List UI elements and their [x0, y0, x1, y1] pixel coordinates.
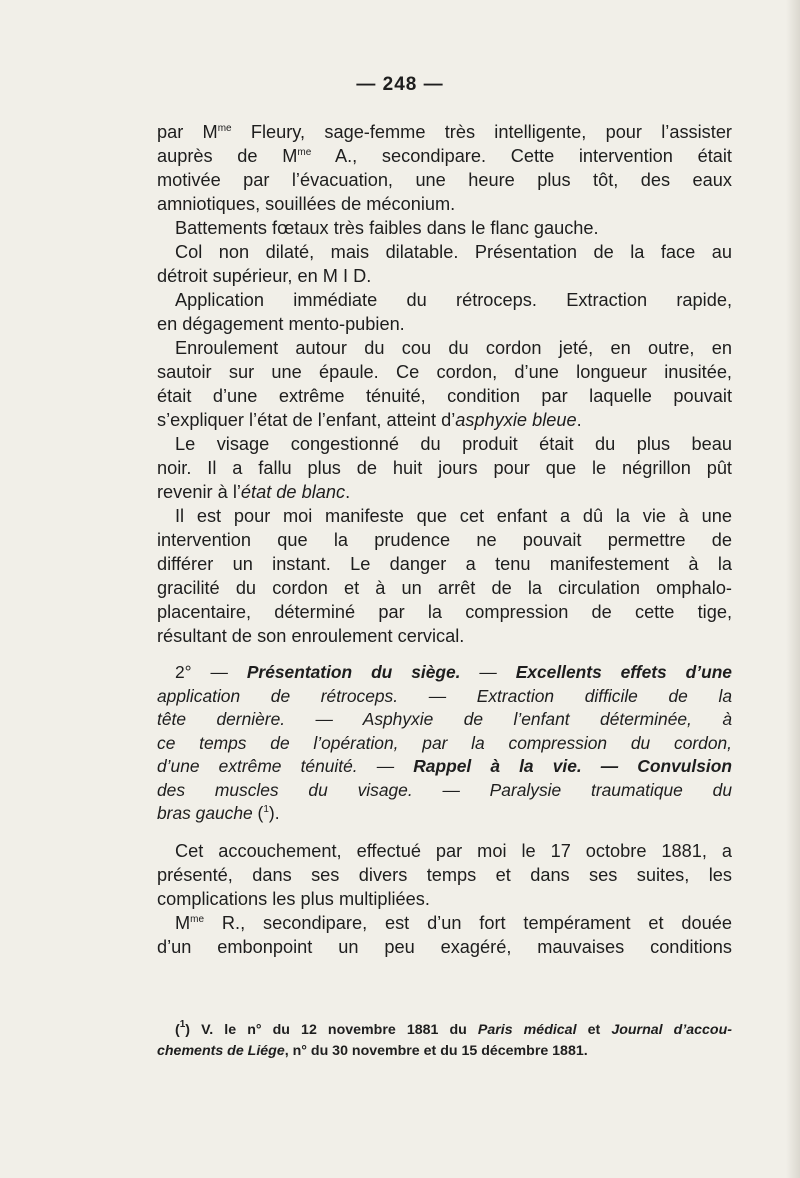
page-edge-shadow — [786, 0, 800, 1178]
text-line: application de rétroceps. — Extraction difficile de la — [157, 685, 732, 706]
text-line — [157, 144, 732, 168]
text-span: ( — [252, 803, 264, 823]
paragraph-1 — [157, 120, 732, 216]
text-line: Application immédiate du rétroceps. Extraction rapide, — [175, 290, 732, 310]
paragraph-5 — [157, 336, 732, 432]
text-span: auprès de M — [157, 146, 298, 166]
text-span: . — [576, 410, 582, 430]
text-span: — — [460, 662, 516, 682]
italic-term: asphyxie bleue — [455, 410, 577, 430]
text-line — [157, 802, 732, 826]
case-heading — [157, 661, 732, 826]
text-line — [157, 480, 732, 504]
text-span: revenir à l’ — [157, 482, 241, 502]
text-line: détroit supérieur, en M I D. — [157, 266, 372, 286]
text-span: ( — [175, 1022, 180, 1038]
text-line: en dégagement mento-pubien. — [157, 314, 405, 334]
footnote-ref: 1 — [263, 804, 269, 815]
text-line — [157, 408, 732, 432]
text-span: d’une extrême ténuité. — — [157, 756, 395, 776]
text-line: d’un embonpoint un peu exagéré, mauvaises conditions — [157, 936, 732, 957]
text-line: amniotiques, souillées de méconium. — [157, 194, 456, 214]
text-line: Il est pour moi manifeste que cet enfant a dû la vie à une — [175, 506, 732, 526]
text-span: Rappel à la vie. — Convulsion — [413, 756, 732, 776]
superscript: me — [297, 147, 312, 158]
text-line: Enroulement autour du cou du cordon jeté, en outre, en — [175, 338, 732, 358]
text-span: M — [175, 912, 191, 933]
text-line — [157, 755, 732, 779]
journal-title: chements de Liége — [157, 1043, 285, 1059]
text-line — [157, 1041, 732, 1062]
italic-term: état de blanc — [240, 482, 346, 502]
paragraph-3 — [157, 240, 732, 288]
text-line: placentaire, déterminé par la compression de cette tige, — [157, 602, 732, 622]
footnote — [157, 1020, 732, 1062]
text-span: . — [345, 482, 351, 502]
text-span: Fleury, sage-femme très intelligente, pour l’assister — [231, 122, 732, 142]
paragraph-7 — [157, 504, 732, 648]
text-line: ce temps de l’opération, par la compression du cordon, — [157, 732, 732, 753]
superscript: me — [190, 913, 205, 925]
text-line: Le visage congestionné du produit était du plus beau — [175, 434, 732, 454]
text-span: A., secondipare. Cette intervention était — [311, 146, 732, 166]
paragraph-6 — [157, 432, 732, 504]
journal-title: Journal d’accou- — [611, 1022, 732, 1038]
text-span: par M — [157, 122, 218, 142]
text-span: s’expliquer l’état de l’enfant, atteint d’ — [157, 410, 456, 430]
text-line: gracilité du cordon et à un arrêt de la circulation omphalo- — [157, 578, 732, 598]
text-line: résultant de son enroulement cervical. — [157, 626, 465, 646]
text-line: tête dernière. — Asphyxie de l’enfant déterminée, à — [157, 709, 732, 729]
text-line: sautoir sur une épaule. Ce cordon, d’une longueur inusitée, — [157, 362, 732, 382]
text-line — [157, 120, 732, 144]
main-text — [157, 120, 732, 959]
text-line: noir. Il a fallu plus de huit jours pour que le négrillon pût — [157, 458, 732, 478]
text-line: des muscles du visage. — Paralysie traumatique du — [157, 779, 732, 800]
text-line: Cet accouchement, effectué par moi le 17 octobre 1881, a — [175, 840, 732, 861]
journal-title: Paris médical — [477, 1022, 577, 1038]
text-line — [157, 661, 732, 685]
footnote-marker: 1 — [179, 1019, 186, 1030]
text-line: présenté, dans ses divers temps et dans ses suites, les — [157, 864, 732, 885]
text-line: motivée par l’évacuation, une heure plus tôt, des eaux — [157, 170, 732, 190]
text-span: , n° du 30 novembre et du 15 décembre 1881. — [284, 1043, 588, 1059]
text-span: ). — [268, 803, 280, 823]
page-number: — 248 — — [356, 74, 444, 95]
text-line: intervention que la prudence ne pouvait permettre de — [157, 530, 732, 550]
paragraph-9 — [157, 911, 732, 959]
text-line: était d’une extrême ténuité, condition par laquelle pouvait — [157, 386, 732, 406]
text-span: et — [576, 1022, 612, 1038]
text-line — [157, 1020, 732, 1041]
text-span: Excellents effets d’une — [515, 662, 732, 682]
text-span: bras gauche — [157, 803, 253, 823]
text-line — [157, 911, 732, 935]
text-span: R., secondipare, est d’un fort tempérament et douée — [204, 912, 732, 933]
paragraph-2: Battements fœtaux très faibles dans le flanc gauche. — [175, 218, 599, 238]
text-span: Présentation du siège. — [246, 662, 461, 682]
text-span: 2° — — [175, 662, 247, 682]
text-line: différer un instant. Le danger a tenu manifestement à la — [157, 554, 732, 574]
superscript: me — [217, 123, 232, 134]
paragraph-8 — [157, 839, 732, 911]
text-span: ) V. le n° du 12 novembre 1881 du — [185, 1022, 478, 1038]
text-line: Col non dilaté, mais dilatable. Présentation de la face au — [175, 242, 732, 262]
paragraph-4 — [157, 288, 732, 336]
text-line: complications les plus multipliées. — [157, 888, 430, 909]
